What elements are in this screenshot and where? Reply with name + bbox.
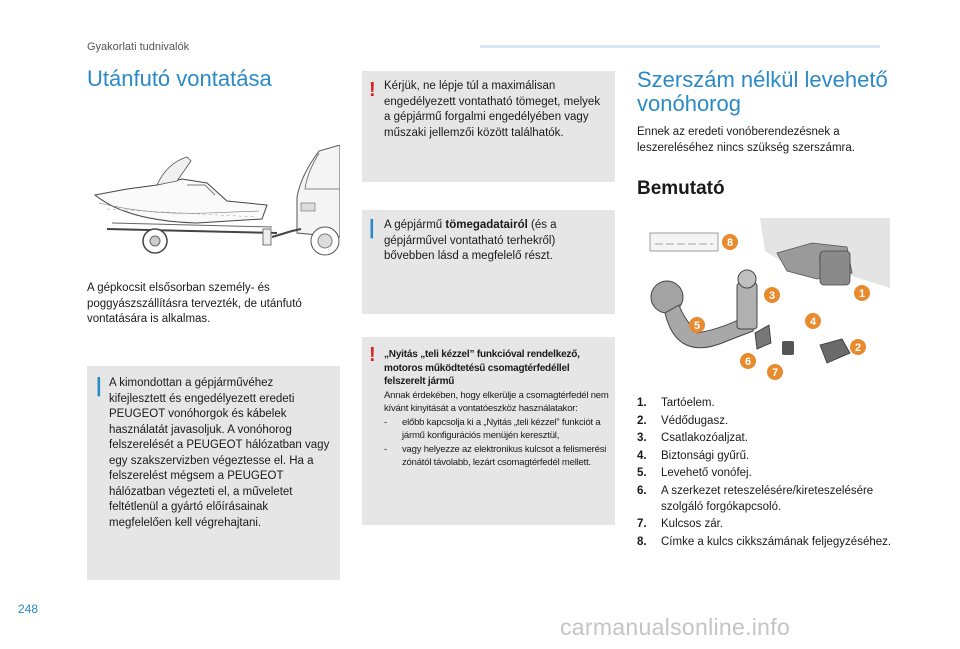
svg-text:8: 8: [726, 237, 734, 249]
warning-box-2: [362, 337, 615, 525]
list-item: - előbb kapcsolja ki a „Nyitás „teli kézzel” funkciót a jármű konfigurációs menüjén keresztül,: [384, 416, 601, 441]
list-item: 7. Kulcsos zár.: [637, 518, 723, 530]
svg-text:7: 7: [771, 367, 779, 379]
right-intro: Ennek az eredeti vonóberendezésnek a leszereléséhez nincs szükség szerszámra.: [637, 126, 855, 154]
warning-icon: !: [369, 344, 376, 366]
warning-icon: !: [369, 79, 376, 101]
callout-6: [740, 353, 756, 369]
list-item: 8. Címke a kulcs cikkszámának feljegyzéséhez.: [637, 535, 892, 548]
info-icon: |: [96, 375, 102, 397]
warning-text-1: Kérjük, ne lépje túl a maximálisan engedélyezett vontatható tömeget, melyek a gépjármű forgalmi engedélyében vagy műszaki jellemzői között találhatók.: [384, 80, 601, 139]
note-box-left: [87, 366, 340, 580]
note-box-middle: [362, 210, 615, 314]
list-item: 5. Levehető vonófej.: [637, 467, 752, 479]
callout-4: [805, 313, 821, 329]
svg-text:2: 2: [854, 342, 862, 354]
section-header: Gyakorlati tudnivalók: [87, 41, 190, 53]
callout-1: [854, 285, 870, 301]
svg-text:3: 3: [768, 290, 776, 302]
note-text-2: [384, 218, 605, 265]
bracket: [820, 251, 850, 285]
note-text: A kimondottan a gépjárművéhez kifejlesztett és engedélyezett eredeti PEUGEOT vonóhorgok és kábelek használatát javasoljuk. A vonóhorog felszerelését a PEUGEOT hálózatban vagy egy szakszervizben végeztesse el. Ha a felszerelést mégsem a PEUGEOT hálózatban végezteti el, a műveletet feltétlenül a gyártó előírásainak megfelelően kell végrehajtani.: [109, 377, 330, 529]
key-label: [650, 233, 718, 251]
callout-8: [722, 234, 738, 250]
watermark: carmanualsonline.info: [560, 614, 791, 640]
svg-text:5: 5: [693, 320, 701, 332]
section-title: Szerszám nélkül levehető vonóhorog: [637, 67, 888, 116]
callout-5: [689, 317, 705, 333]
warning2-title: „Nyitás „teli kézzel” funkcióval rendelkező, motoros működtetésű csomagtérfedéllel felszerelt jármű: [384, 349, 580, 387]
callout-7: [767, 364, 783, 380]
list-item: 4. Biztonsági gyűrű.: [637, 449, 750, 462]
page-title: Utánfutó vontatása: [87, 66, 272, 91]
subtitle: Bemutató: [637, 178, 725, 199]
note2-tail: (és a gépjárművel vontatható terhekről) bővebben lásd a megfelelő részt.: [384, 219, 557, 262]
list-item: 1. Tartóelem.: [637, 397, 715, 409]
note2-lead: A gépjármű: [384, 219, 446, 231]
protective-cap: [820, 339, 850, 363]
callout-2: [850, 339, 866, 355]
header-rule: [480, 45, 880, 48]
intro-text: A gépkocsit elsősorban személy- és poggyászszállításra tervezték, de utánfutó vontatására is alkalmas.: [87, 282, 302, 325]
warning-box-1: [362, 71, 615, 182]
warning2-list: [384, 416, 609, 470]
car-rear: [297, 145, 340, 237]
list-item: - vagy helyezze az elektronikus kulcsot a felismerési zónától távolabb, lezárt csomagtérfedél mellett.: [384, 443, 607, 468]
svg-text:1: 1: [858, 288, 866, 300]
list-item: 2. Védődugasz.: [637, 414, 729, 427]
list-item: 6. A szerkezet reteszelésére/kireteszelésére szolgáló forgókapcsoló.: [637, 484, 874, 513]
key-lock: [782, 341, 794, 355]
rotary-knob: [755, 325, 771, 349]
warning2-body: Annak érdekében, hogy elkerülje a csomagtérfedél nem kívánt kinyitását a vontatóeszköz használatakor:: [384, 389, 609, 414]
component-list: [637, 395, 897, 551]
note2-bold: tömegadatairól: [445, 219, 528, 231]
info-icon: |: [369, 217, 375, 239]
svg-text:6: 6: [744, 356, 752, 368]
callout-3: [764, 287, 780, 303]
warning-text-2: [384, 348, 609, 470]
trailer-illustration: [87, 145, 340, 257]
list-item: 3. Csatlakozóaljzat.: [637, 432, 748, 444]
svg-text:4: 4: [809, 316, 817, 328]
page-number: 248: [18, 602, 39, 616]
towbar-diagram: [637, 213, 890, 383]
